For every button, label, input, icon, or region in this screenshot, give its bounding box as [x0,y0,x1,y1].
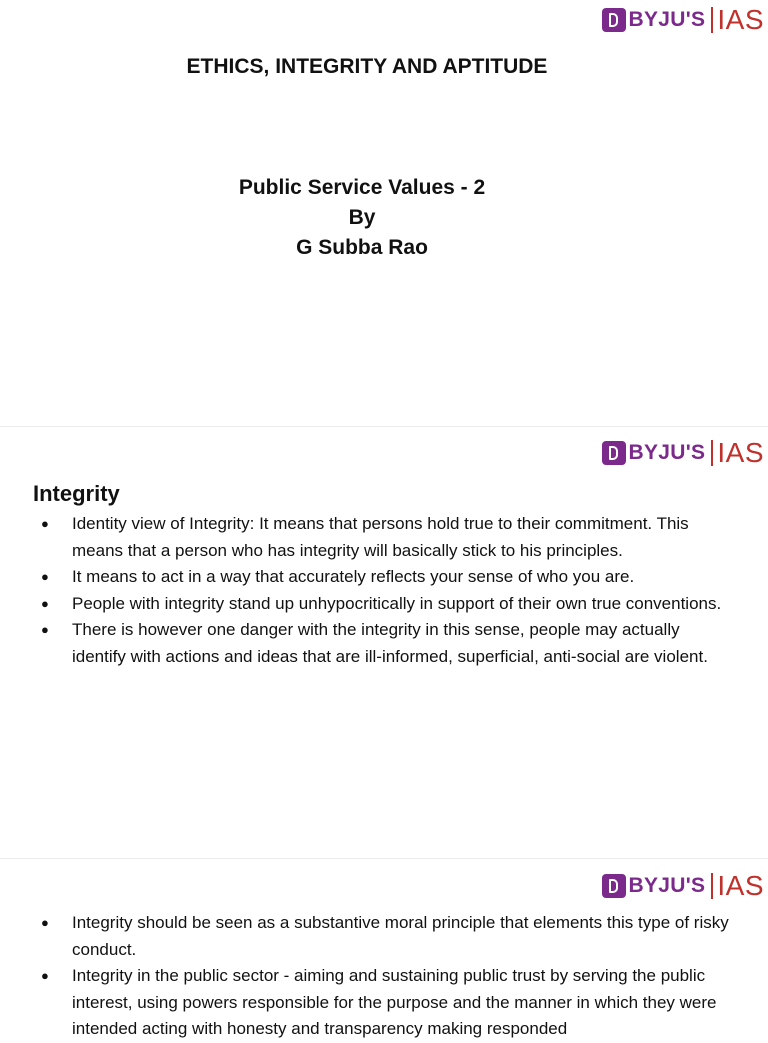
logo-suffix-text: IAS [717,870,764,901]
byjus-ias-logo [602,871,764,901]
list-item: ● There is however one danger with the integrity in this sense, people may actually identify with actions and ideas that are ill-informed, superficial, anti-social are violent. [0,617,737,670]
title-line: Public Service Values - 2 [238,176,486,199]
slide-integrity-continued [0,866,768,1038]
logo-separator [711,440,713,466]
title-line: By [348,206,376,229]
section-heading: Integrity [33,481,120,506]
title-line: G Subba Rao [296,236,428,259]
logo-brand-text: BYJU'S [628,874,706,897]
bullet-list [0,910,737,1043]
logo-brand-text: BYJU'S [628,8,706,31]
bullet-list [0,511,737,670]
slide-divider [0,426,768,427]
list-item: ● Identity view of Integrity: It means that persons hold true to their commitment. This means that a person who has integrity will basically stick to his principles. [0,511,737,564]
byjus-logo-icon [602,441,626,465]
logo-brand-text: BYJU'S [628,441,706,464]
byjus-ias-logo [602,5,764,35]
list-item: ● People with integrity stand up unhypocritically in support of their own true conventions. [0,591,737,618]
logo-suffix-text: IAS [717,437,764,468]
logo-separator [711,873,713,899]
slide-divider [0,858,768,859]
list-item: ● Integrity should be seen as a substantive moral principle that elements this type of risky conduct. [0,910,737,963]
byjus-logo-icon [602,874,626,898]
list-item: ● It means to act in a way that accurately reflects your sense of who you are. [0,564,737,591]
list-item: ● Integrity in the public sector - aiming and sustaining public trust by serving the public interest, using powers responsible for the purpose and the manner in which they were intended acting with honesty and transparency making responded [0,963,737,1043]
byjus-logo-icon [602,8,626,32]
slide-integrity [0,433,768,843]
byjus-ias-logo [602,438,764,468]
logo-suffix-text: IAS [717,4,764,35]
lecture-title [0,173,724,263]
logo-separator [711,7,713,33]
slide-title [0,0,768,420]
course-heading: ETHICS, INTEGRITY AND APTITUDE [186,55,548,78]
